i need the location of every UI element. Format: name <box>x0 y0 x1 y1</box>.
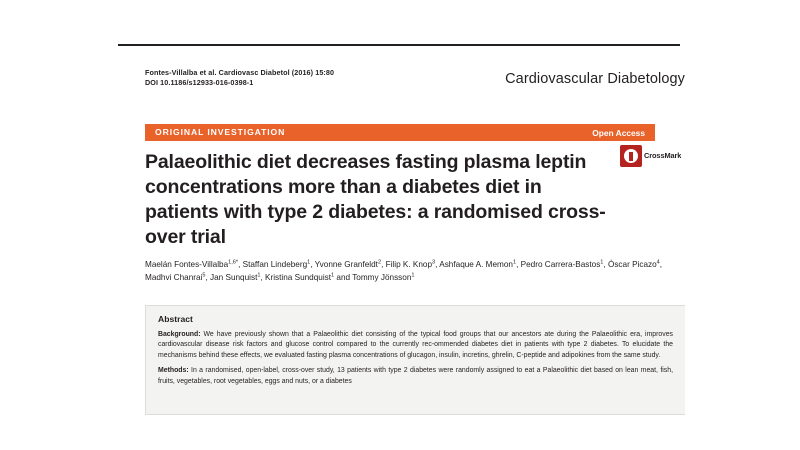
crossmark-icon <box>620 145 642 167</box>
article-type-label: ORIGINAL INVESTIGATION <box>155 127 286 137</box>
abstract-box <box>145 305 685 415</box>
journal-title: Cardiovascular Diabetology <box>505 71 685 87</box>
citation-doi: DOI 10.1186/s12933-016-0398-1 <box>145 78 254 88</box>
open-access-label: Open Access <box>592 127 645 138</box>
crossmark-label: CrossMark <box>644 151 682 160</box>
abstract-label-methods: Methods: <box>158 367 189 375</box>
author-list: Maelán Fontes-Villalba$^{1,6*}$, Staffan Lindeberg$^1$, Yvonne Granfeldt$^2$, Filip K. Knop$^3$, Ashfaque A. Memon$^1$, Pedro Carrera-Bastos$^1$, Óscar Picazo$^4$, Madhvi Chanrai$^5$, Jan Sunquist$^1$, Kristina Sundquist$^1$ and Tommy Jönsson$^1$ <box>145 259 663 283</box>
paper-header <box>145 68 685 89</box>
citation-block <box>145 68 334 89</box>
abstract-paragraph-background <box>158 330 673 361</box>
crossmark-badge[interactable] <box>620 145 682 175</box>
abstract-heading: Abstract <box>158 314 193 324</box>
citation-line-1: Fontes-Villalba et al. Cardiovasc Diabetol (2016) 15:80 <box>145 68 335 77</box>
abstract-text-background: We have previously shown that a Palaeolithic diet consisting of the typical food groups that our ancestors ate during the Palaeolithic era, improves cardiovascular disease risk factors and glucose control compared to the currently rec-ommended diabetes diet in patients with type 2 diabetes. To elucidate the mechanisms behind these effects, we evaluated fasting plasma concentrations of glucagon, insulin, incretins, ghrelin, C-peptide and adipokines from the same study. <box>158 331 673 359</box>
header-rule <box>118 44 680 46</box>
abstract-label-background: Background: <box>158 331 201 338</box>
abstract-paragraph-methods <box>158 366 673 387</box>
page-title: Palaeolithic diet decreases fasting plasma leptin concentrations more than a diabetes diet in patients with type 2 diabetes: a randomised cross-over trial <box>145 151 606 249</box>
abstract-text-methods: In a randomised, open-label, cross-over study, 13 patients with type 2 diabetes were randomly assigned to eat a Palaeolithic diet based on lean meat, fish, fruits, vegetables, root vegetables, eggs and nuts, or a diabetes <box>158 367 673 385</box>
